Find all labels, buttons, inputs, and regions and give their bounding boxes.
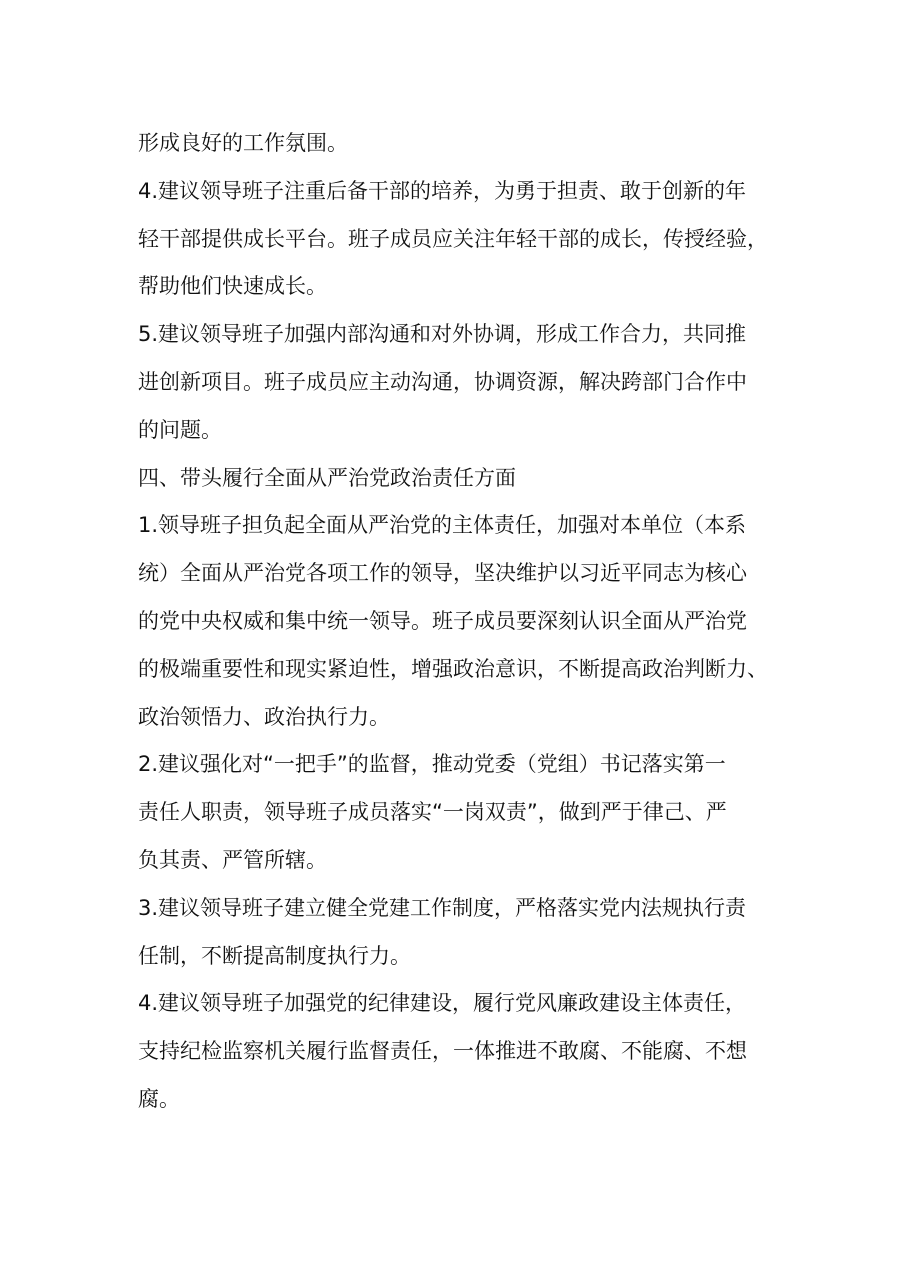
text-line: 政治领悟力、政治执行力。 (138, 704, 390, 729)
text-line: 支持纪检监察机关履行监督责任，一体推进不敢腐、不能腐、不想 (138, 1039, 747, 1064)
text-line: 轻干部提供成长平台。班子成员应关注年轻干部的成长，传授经验， (138, 226, 768, 251)
paragraph-item-3-party-building-system (138, 885, 783, 981)
section-heading-four (138, 455, 783, 503)
paragraph-item-5-communication (138, 311, 783, 454)
paragraph-item-2-supervision (138, 741, 783, 884)
text-line: 腐。 (138, 1086, 180, 1111)
text-line: 责任人职责，领导班子成员落实“一岗双责”，做到严于律己、严 (138, 800, 727, 825)
text-line: 1.领导班子担负起全面从严治党的主体责任，加强对本单位（本系 (138, 513, 747, 538)
section-heading: 四、带头履行全面从严治党政治责任方面 (138, 465, 516, 490)
text-line: 统）全面从严治党各项工作的领导，坚决维护以习近平同志为核心 (138, 561, 747, 586)
paragraph-item-1-main-responsibility (138, 502, 783, 741)
text-line: 的极端重要性和现实紧迫性，增强政治意识，不断提高政治判断力、 (138, 656, 768, 681)
text-line: 进创新项目。班子成员应主动沟通，协调资源，解决跨部门合作中 (138, 369, 747, 394)
text-line: 3.建议领导班子建立健全党建工作制度，严格落实党内法规执行责 (138, 895, 747, 920)
text-line: 帮助他们快速成长。 (138, 274, 327, 299)
text-line: 2.建议强化对“一把手”的监督，推动党委（党组）书记落实第一 (138, 752, 726, 777)
text-line: 4.建议领导班子注重后备干部的培养，为勇于担责、敢于创新的年 (138, 178, 747, 203)
text-line: 4.建议领导班子加强党的纪律建设，履行党风廉政建设主体责任， (138, 991, 747, 1016)
paragraph-item-4-discipline (138, 980, 783, 1123)
text-line: 5.建议领导班子加强内部沟通和对外协调，形成工作合力，共同推 (138, 322, 747, 347)
text-line: 形成良好的工作氛围。 (138, 131, 348, 155)
text-line: 的问题。 (138, 417, 222, 442)
text-line: 负其责、严管所辖。 (138, 847, 327, 872)
text-line: 的党中央权威和集中统一领导。班子成员要深刻认识全面从严治党 (138, 608, 747, 633)
paragraph-item-4-reserve-cadres (138, 168, 783, 311)
document-body (138, 120, 783, 1124)
text-line: 任制，不断提高制度执行力。 (138, 943, 411, 968)
paragraph-closing-previous (138, 120, 783, 168)
